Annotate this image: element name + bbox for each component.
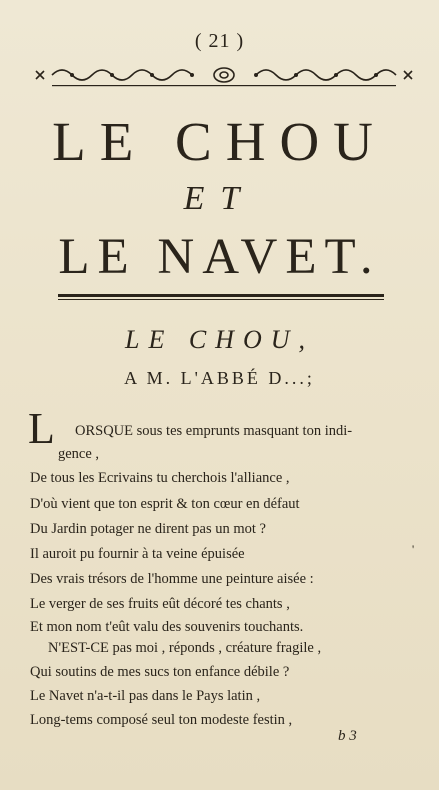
- section-title: LE CHOU,: [124, 325, 314, 354]
- dedication: A M. L'ABBÉ D...;: [124, 368, 315, 388]
- signature-mark: b 3: [338, 728, 357, 744]
- poem-line: Et mon nom t'eût valu des souvenirs touchants.: [30, 619, 304, 635]
- title-rule-thin: [58, 299, 384, 300]
- poem-line: D'où vient que ton esprit & ton cœur en défaut: [30, 496, 300, 512]
- poem-line: Long-tems composé seul ton modeste festin ,: [30, 712, 293, 728]
- page-number: ( 21 ): [194, 30, 245, 52]
- poem-line: Qui soutins de mes sucs ton enfance débile ?: [30, 664, 290, 680]
- margin-mark: ': [412, 542, 415, 556]
- poem-line: Le Navet n'a-t-il pas dans le Pays latin ,: [30, 688, 261, 704]
- poem-line: Des vrais trésors de l'homme une peinture aisée :: [30, 571, 314, 587]
- title-rule-thick: [58, 294, 384, 297]
- poem-line: Il auroit pu fournir à ta veine épuisée: [30, 546, 245, 562]
- drop-cap: L: [28, 404, 55, 453]
- title-connector: ET: [183, 180, 256, 217]
- poem-line: gence ,: [58, 446, 100, 462]
- title-line-2: LE NAVET.: [58, 229, 381, 285]
- title-line-1: LE CHOU: [52, 111, 387, 172]
- poem-line: ORSQUE sous tes emprunts masquant ton indi-: [75, 423, 353, 439]
- ornamental-border: [32, 63, 416, 91]
- poem-line: Du Jardin potager ne dirent pas un mot ?: [30, 521, 266, 537]
- poem-line: Le verger de ses fruits eût décoré tes chants ,: [30, 596, 290, 612]
- poem-line: N'EST-CE pas moi , réponds , créature fragile ,: [48, 640, 322, 656]
- poem-line: De tous les Ecrivains tu cherchois l'alliance ,: [30, 470, 290, 486]
